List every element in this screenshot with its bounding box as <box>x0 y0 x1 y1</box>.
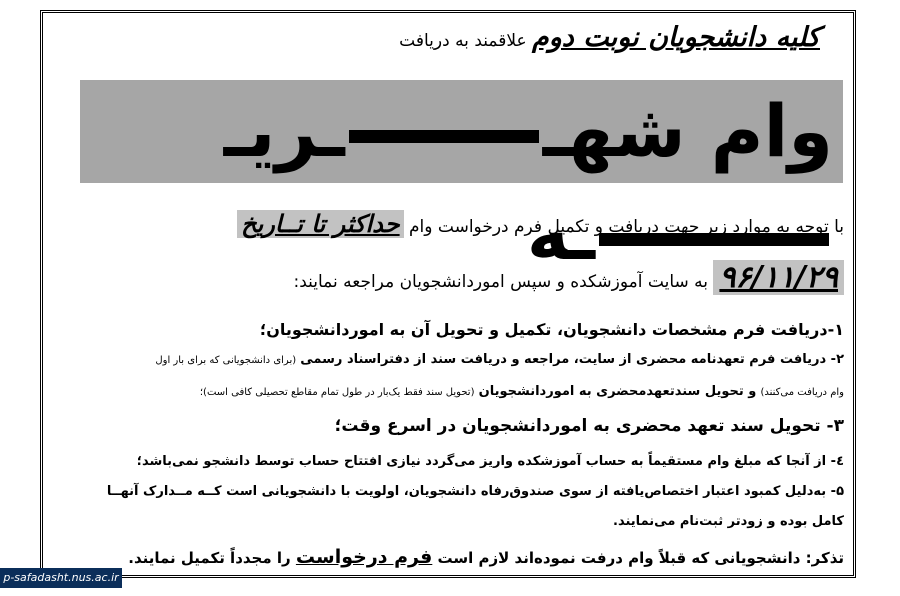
item-2b-note-2: (تحویل سند فقط یک‌بار در طول تمام مقاطع تحصیلی کافی است)؛ <box>199 387 475 398</box>
deadline-line <box>293 260 844 295</box>
note-line <box>128 546 844 568</box>
item-2-main: ۲- دریافت فرم تعهدنامه محضری از سایت، مراجعه و دریافت سند از دفتراسناد رسمی <box>300 352 844 367</box>
item-1: ۱-دریافت فرم مشخصات دانشجویان، تکمیل و تحویل آن به اموردانشجویان؛ <box>259 320 844 339</box>
note-part-1: تذکر: دانشجویانی که قبلاً وام درفت نموده‌اند لازم است <box>437 549 844 567</box>
header-highlight: کلیه دانشجویان نوبت دوم <box>532 22 820 53</box>
note-part-2: را مجدداً تکمیل نمایند. <box>128 549 291 567</box>
item-2 <box>155 352 844 367</box>
intro-highlight: حداکثر تا تــاریخ <box>237 210 404 238</box>
banner-word-2: ـریـ <box>223 89 345 173</box>
banner-word-1: وام شهـ <box>542 89 833 173</box>
intro-line <box>237 210 844 238</box>
item-2b-main: و تحویل سندتعهدمحضری به اموردانشجویان <box>478 384 757 399</box>
deadline-date: ۹۶/۱۱/۲۹ <box>713 260 844 295</box>
banner-word-3: ـه <box>526 192 595 276</box>
item-4: ٤- از آنجا که مبلغ وام مستقیماً به حساب آموزشکده واریز می‌گردد نیازی افتتاح حساب توسط دانشجو نمی‌باشد؛ <box>136 454 844 469</box>
site-watermark: p-safadasht.nus.ac.ir <box>0 568 122 588</box>
item-5: ۵- به‌دلیل کمبود اعتبار اختصاص‌یافته از سوی صندوق‌رفاه دانشجویان، اولویت با دانشجویانی است کــه مــدارک آنهــا <box>106 484 844 499</box>
header-rest: علاقمند به دریافت <box>399 31 527 51</box>
deadline-text: به سایت آموزشکده و سپس اموردانشجویان مراجعه نمایند: <box>293 272 708 292</box>
item-2-continued <box>200 384 844 399</box>
item-5-continued: کامل بوده و زودتر ثبت‌نام می‌نمایند. <box>613 514 844 529</box>
banner-kashida-1 <box>349 130 539 143</box>
item-3: ۳- تحویل سند تعهد محضری به اموردانشجویان در اسرع وقت؛ <box>334 416 844 436</box>
intro-text: با توجه به موارد زیر جهت دریافت و تکمیل فرم درخواست وام <box>409 217 844 237</box>
item-2-note: (برای دانشجویانی که برای بار اول <box>155 355 297 366</box>
header-line <box>399 22 820 53</box>
note-highlight: فرم درخواست <box>295 546 433 568</box>
item-2b-note-1: وام دریافت می‌کنند) <box>760 387 844 398</box>
